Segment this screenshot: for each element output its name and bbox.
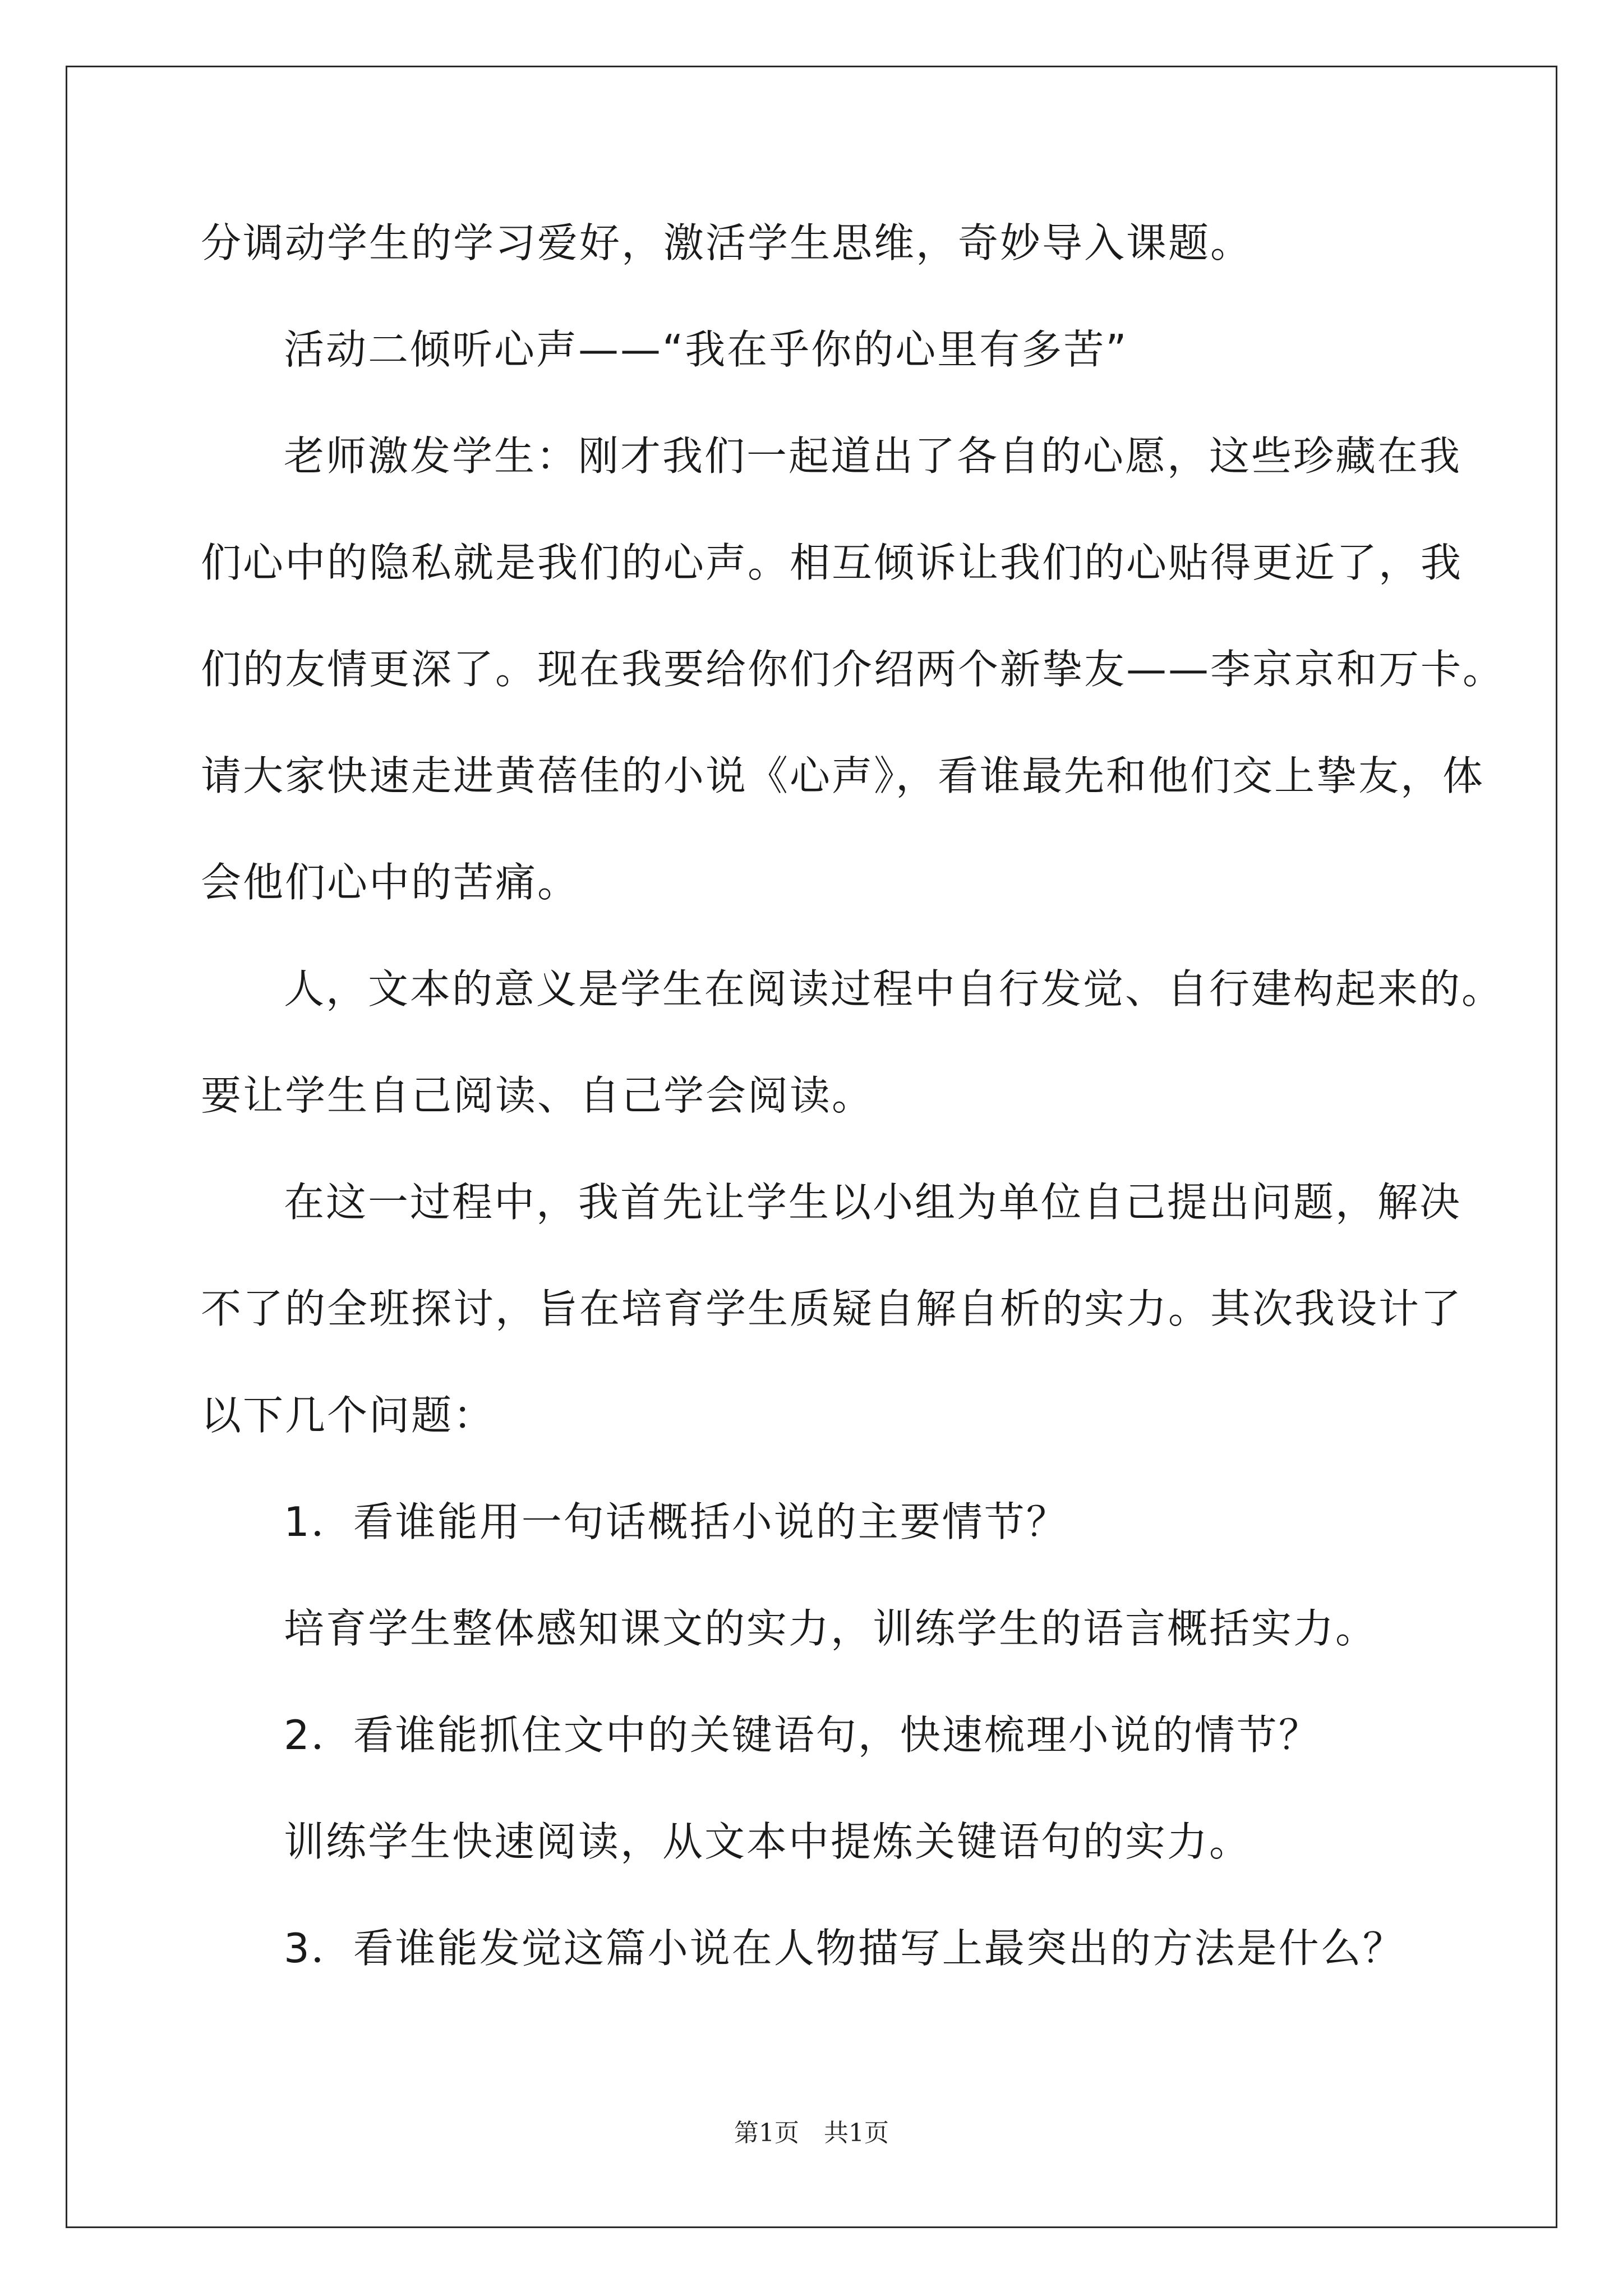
text-line: 老师激发学生：刚才我们一起道出了各自的心愿，这些珍藏在我 [284, 432, 1462, 480]
text-line: 训练学生快速阅读，从文本中提炼关键语句的实力。 [284, 1818, 1252, 1865]
text-line: 会他们心中的苦痛。 [201, 859, 580, 906]
text-line: 3．看谁能发觉这篇小说在人物描写上最突出的方法是什么？ [284, 1925, 1405, 1972]
text-line: 在这一过程中，我首先让学生以小组为单位自己提出问题，解决 [284, 1179, 1462, 1226]
text-line: 以下几个问题： [201, 1392, 496, 1439]
text-line: 分调动学生的学习爱好，激活学生思维，奇妙导入课题。 [201, 219, 1253, 266]
text-line: 1．看谁能用一句话概括小说的主要情节？ [284, 1498, 1068, 1545]
text-line: 们的友情更深了。现在我要给你们介绍两个新挚友——李京京和万卡。 [201, 646, 1505, 693]
text-line: 不了的全班探讨，旨在培育学生质疑自解自析的实力。其次我设计了 [201, 1285, 1463, 1332]
text-line: 要让学生自己阅读、自己学会阅读。 [201, 1072, 874, 1119]
text-line: 培育学生整体感知课文的实力，训练学生的语言概括实力。 [284, 1605, 1378, 1652]
text-line: 请大家快速走进黄蓓佳的小说《心声》，看谁最先和他们交上挚友，体 [201, 752, 1485, 799]
text-line: 们心中的隐私就是我们的心声。相互倾诉让我们的心贴得更近了，我 [201, 539, 1463, 586]
page-frame [66, 66, 1557, 2228]
text-line: 人，文本的意义是学生在阅读过程中自行发觉、自行建构起来的。 [284, 965, 1504, 1013]
text-line: 2．看谁能抓住文中的关键语句，快速梳理小说的情节？ [284, 1711, 1321, 1759]
text-line: 活动二倾听心声——“我在乎你的心里有多苦” [284, 326, 1128, 373]
page-number-footer: 第1页 共1页 [734, 2119, 889, 2147]
